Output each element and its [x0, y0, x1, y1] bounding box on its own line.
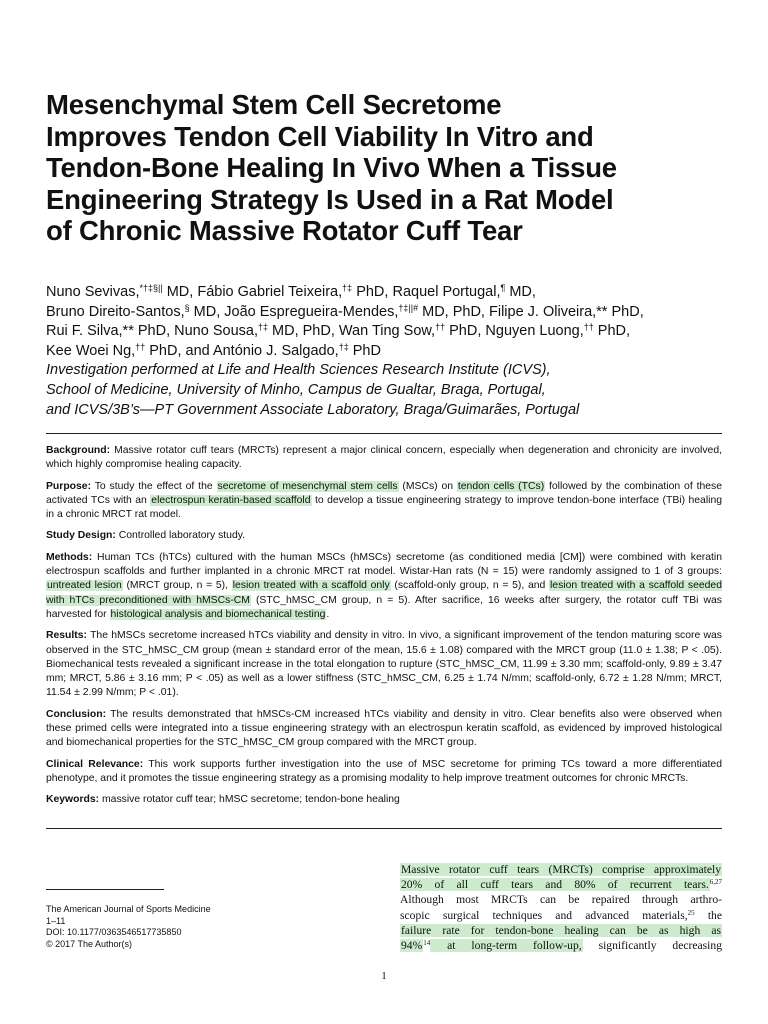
section-text: The results demonstrated that hMSCs-CM increased hTCs viability and density in vitro. Clear benefits also were observed when these primed cells were integrated into a tissue engineering strategy with an electrospun keratin scaffold, as evidenced by improved histological and biomechanical properties for the STC_hMSC_CM group compared with the MRCT group. [46, 708, 722, 749]
author-degree: PhD, [133, 323, 175, 340]
body-line [400, 938, 722, 953]
abstract-top-rule [46, 433, 722, 434]
abstract-study-design [46, 529, 722, 543]
body-text-run: scopic surgical techniques and advanced materials, [400, 908, 688, 922]
author-name: Nuno Sevivas, [46, 284, 140, 300]
section-text: This work supports further investigation into the use of MSC secretome for priming TCs toward a more differentiated phenotype, and it promotes the tissue engineering strategy as a promising modality to help improve treatment outcomes for chronic MRCTs. [46, 758, 722, 784]
author-degree: MD, [505, 284, 536, 300]
highlight: electrospun keratin-based scaffold [151, 494, 311, 506]
body-text [400, 862, 722, 953]
author-degree: MD, PhD, [268, 323, 339, 340]
section-label: Study Design: [46, 530, 116, 542]
affiliation-mark: †‡||# [398, 302, 419, 313]
author-degree: MD, [162, 284, 198, 300]
highlight: 20% of all cuff tears and 80% of recurrent tears. [401, 878, 709, 892]
affiliation-mark: *†‡§|| [139, 283, 163, 293]
highlight: lesion treated with a scaffold only [232, 580, 390, 592]
section-label: Background: [46, 445, 111, 456]
affiliation-mark: ¶ [500, 283, 506, 293]
abstract-methods [46, 551, 722, 622]
abstract-bottom-rule [46, 828, 722, 829]
affiliation-mark: †‡ [257, 322, 268, 333]
section-label: Conclusion: [46, 708, 107, 720]
abstract-background [46, 444, 722, 473]
journal-info [46, 904, 306, 950]
institution-line: and ICVS/3B’s—PT Government Associate Laboratory, Braga/Guimarães, Portugal [46, 401, 580, 418]
author-degree: PhD, and [145, 342, 213, 359]
section-text: (MRCT group, n = 5), [122, 580, 232, 592]
abstract-results [46, 629, 722, 700]
citation: 25 [687, 908, 695, 917]
highlight: failure rate for tendon-bone healing can be as high as [401, 923, 721, 937]
author-line [46, 283, 736, 303]
author-name: Wan Ting Sow, [338, 323, 436, 340]
affiliation-mark: †† [435, 322, 446, 333]
author-line [46, 322, 736, 342]
section-label: Purpose: [46, 480, 92, 492]
institution-line: Investigation performed at Life and Health Sciences Research Institute (ICVS), [46, 362, 551, 379]
abstract-keywords [46, 793, 722, 807]
author-name: Fábio Gabriel Teixeira, [197, 284, 343, 300]
title-line: Engineering Strategy Is Used in a Rat Model [46, 183, 614, 215]
section-text: . [326, 608, 330, 620]
section-label: Keywords: [46, 794, 100, 806]
page-number: 1 [381, 970, 387, 982]
author-name: Filipe J. Oliveira,** [489, 303, 608, 320]
author-degree: PhD [348, 342, 381, 359]
highlight: secretome of mesenchymal stem cells [217, 480, 398, 492]
article-title [46, 89, 736, 247]
title-line: Tendon-Bone Healing In Vivo When a Tissue [46, 152, 617, 183]
author-degree: PhD, [593, 323, 631, 340]
body-line [400, 908, 722, 923]
author-name: Nuno Sousa, [174, 323, 258, 340]
affiliation-mark: †† [135, 341, 146, 352]
section-text: To study the effect of the [91, 480, 217, 492]
journal-name: The American Journal of Sports Medicine [46, 904, 211, 914]
highlight: 94% [401, 939, 423, 953]
author-line [46, 303, 736, 323]
affiliation-mark: †‡ [342, 283, 353, 293]
author-name: António J. Salgado, [212, 342, 339, 359]
section-text: to develop a tissue engineering strategy to improve tendon-bone interface (TBi) healing in a chronic MRCT rat model. [46, 494, 723, 521]
section-text: followed by the combination of these activated TCs with an [46, 480, 722, 506]
author-name: Nguyen Luong, [485, 323, 584, 340]
author-degree: MD, [189, 303, 225, 320]
section-text: massive rotator cuff tear; hMSC secretome; tendon-bone healing [99, 794, 400, 806]
highlight: tendon cells (TCs) [457, 480, 545, 492]
body-text-run: the [694, 908, 722, 922]
body-text-run: significantly decreasing [582, 939, 722, 953]
title-line: of Chronic Massive Rotator Cuff Tear [46, 215, 523, 246]
author-name: João Espregueira-Mendes, [224, 303, 399, 320]
affiliation-mark: †‡ [338, 341, 349, 352]
highlight: lesion treated with a scaffold seeded with hTCs preconditioned with hMSCs-CM [46, 580, 722, 606]
title-line: Mesenchymal Stem Cell Secretome [46, 89, 502, 120]
body-line [400, 923, 722, 938]
section-text: (MSCs) on [398, 480, 457, 492]
title-line: Improves Tendon Cell Viability In Vitro and [46, 120, 594, 152]
journal-doi: DOI: 10.1177/0363546517735850 [46, 927, 182, 938]
author-name: Kee Woei Ng, [46, 342, 136, 359]
author-degree: PhD, [352, 284, 393, 300]
abstract [46, 444, 722, 815]
highlight: at long-term follow-up, [431, 939, 582, 953]
highlight: Massive rotator cuff tears (MRCTs) comprise approximately [401, 863, 721, 876]
section-text: Massive rotator cuff tears (MRCTs) represent a major clinical concern, especially when degeneration and chronicity are involved, which highly compromise healing capacity. [46, 445, 722, 471]
section-text: (scaffold-only group, n = 5), and [390, 580, 549, 592]
affiliation-mark: †† [583, 322, 594, 333]
section-label: Clinical Relevance: [46, 758, 144, 770]
author-block [46, 283, 736, 420]
journal-copyright: © 2017 The Author(s) [46, 938, 133, 949]
institution-line: School of Medicine, University of Minho, Campus de Gualtar, Braga, Portugal, [46, 381, 546, 398]
section-text: Human TCs (hTCs) cultured with the human MSCs (hMSCs) secretome (as conditioned media [CM]) were combined with keratin electrospun scaffolds and further implanted in a chronic MRCT rat model. Wistar-Han rats (N = 15) were randomly assigned to 1 of 3 groups: [46, 551, 722, 578]
author-degree: PhD, [445, 323, 486, 340]
author-name: Rui F. Silva,** [46, 323, 134, 340]
affiliation-mark: § [184, 302, 190, 313]
citation: 14 [423, 939, 431, 948]
abstract-clinical-relevance [46, 758, 722, 787]
abstract-conclusion [46, 708, 722, 751]
section-text: Controlled laboratory study. [115, 530, 246, 542]
author-name: Bruno Direito-Santos, [46, 303, 185, 320]
journal-pages: 1–11 [46, 915, 66, 926]
section-label: Methods: [46, 551, 93, 563]
body-line: Although most MRCTs can be repaired through arthro- [400, 893, 722, 907]
author-line [46, 342, 736, 362]
highlight: untreated lesion [47, 580, 122, 592]
section-label: Results: [46, 630, 87, 642]
citation: 6,27 [709, 878, 722, 887]
body-line [400, 862, 722, 877]
author-degree: PhD, [607, 303, 644, 320]
author-degree: MD, PhD, [418, 303, 489, 320]
highlight: histological analysis and biomechanical testing [110, 608, 326, 620]
body-line [400, 877, 722, 892]
abstract-purpose [46, 480, 722, 523]
section-text: The hMSCs secretome increased hTCs viability and density in vitro. In vivo, a significant improvement of the tendon maturing score was observed in the STC_hMSC_CM group (mean ± standard error of the mean, 15.6 ± 1.08) compared with the MRCT group (11.0 ± 1.38; P < .05). Biomechanical tests revealed a significant increase in the total elongation to rupture (STC_hMSC_CM, 11.99 ± 3.30 mm; scaffold-only, 9.89 ± 3.47 mm; MRCT, 5.86 ± 3.16 mm; P < .05) as well as a lower stiffness (STC_hMSC_CM, 6.25 ± 1.74 N/mm; scaffold-only, 6.72 ± 1.28 N/mm; MRCT, 11.54 ± 2.99 N/mm; P < .01). [46, 630, 722, 699]
footnote-rule [46, 889, 164, 890]
author-name: Raquel Portugal, [392, 284, 501, 300]
section-text: (STC_hMSC_CM group, n = 5). After sacrifice, 16 weeks after surgery, the rotator cuff TBi was harvested for [46, 594, 722, 620]
